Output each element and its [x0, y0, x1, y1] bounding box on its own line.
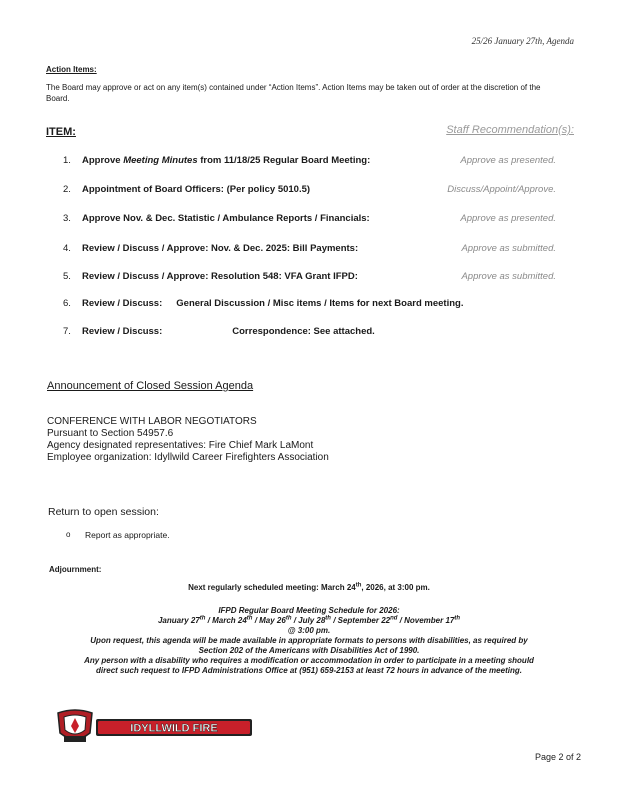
meeting-schedule	[0, 606, 618, 636]
item-text: Review / Discuss: Correspondence: See attached.	[82, 326, 375, 337]
item-text: Approve Nov. & Dec. Statistic / Ambulance Reports / Financials:	[82, 213, 370, 224]
agenda-item-6	[0, 298, 618, 312]
schedule-title: IFPD Regular Board Meeting Schedule for 2026:	[218, 606, 400, 615]
action-items-title: Action Items:	[46, 65, 97, 74]
logo-text: IDYLLWILD FIRE	[130, 722, 218, 735]
action-items-text: The Board may approve or act on any item(s) contained under “Action Items”. Action Items may be taken out of order at the discretion of the Board.	[46, 83, 541, 103]
item-recommendation: Approve as submitted.	[461, 243, 556, 254]
item-recommendation: Approve as presented.	[460, 155, 556, 166]
adjournment-title: Adjournment:	[49, 565, 102, 574]
closed-session-line: Pursuant to Section 54957.6	[47, 428, 174, 439]
item-recommendation: Approve as submitted.	[461, 271, 556, 282]
item-number: 6.	[63, 298, 71, 309]
agenda-item-5	[0, 271, 618, 285]
agenda-date-header: 25/26 January 27th, Agenda	[471, 36, 574, 46]
item-text: Appointment of Board Officers: (Per policy 5010.5)	[82, 184, 311, 195]
return-session-title: Return to open session:	[48, 506, 159, 518]
agenda-item-3	[0, 213, 618, 227]
next-meeting: Next regularly scheduled meeting: March 24th, 2026, at 3:00 pm.	[188, 582, 430, 592]
item-number: 5.	[63, 271, 71, 282]
item-number: 7.	[63, 326, 71, 337]
item-recommendation: Approve as presented.	[460, 213, 556, 224]
closed-session-line: Agency designated representatives: Fire Chief Mark LaMont	[47, 440, 314, 451]
item-text: Review / Discuss / Approve: Resolution 548: VFA Grant IFPD:	[82, 271, 358, 282]
page-number: Page 2 of 2	[534, 752, 581, 762]
schedule-time: @ 3:00 pm.	[287, 626, 331, 635]
item-heading: ITEM:	[46, 126, 76, 138]
item-text: Approve Meeting Minutes from 11/18/25 Regular Board Meeting:	[82, 155, 371, 166]
item-number: 2.	[63, 184, 71, 195]
item-number: 4.	[63, 243, 71, 254]
closed-session-line: Employee organization: Idyllwild Career Firefighters Association	[47, 452, 329, 463]
item-number: 3.	[63, 213, 71, 224]
agenda-item-1	[0, 155, 618, 169]
item-number: 1.	[63, 155, 71, 166]
return-session-item: Report as appropriate.	[85, 530, 170, 540]
bullet-marker: o	[66, 530, 71, 539]
item-text: Review / Discuss: General Discussion / Misc items / Items for next Board meeting.	[82, 298, 464, 309]
idyllwild-fire-logo	[50, 707, 255, 745]
agenda-item-7	[0, 326, 618, 340]
item-text: Review / Discuss / Approve: Nov. & Dec. 2025: Bill Payments:	[82, 243, 359, 254]
item-recommendation: Discuss/Appoint/Approve.	[447, 184, 556, 195]
agenda-item-4	[0, 243, 618, 257]
agenda-item-2	[0, 184, 618, 198]
closed-session-details	[47, 416, 329, 464]
staff-recommendation-heading: Staff Recommendation(s):	[446, 124, 574, 136]
closed-session-line: CONFERENCE WITH LABOR NEGOTIATORS	[47, 416, 257, 427]
closed-session-title: Announcement of Closed Session Agenda	[47, 380, 254, 392]
schedule-dates: January 27th / March 24th / May 26th / July 28th / September 22nd / November 17th	[157, 615, 461, 625]
accessibility-notice: Upon request, this agenda will be made available in appropriate formats to persons with disabilities, as required by Section 202 of the Americans with Disabilities Act of 1990. Any person with a disability who requires a modification or accommodation in order to participate in a meeting should direct such request to IFPD Administrations Office at (951) 659-2153 at least 72 hours in advance of the meeting.	[84, 636, 534, 675]
